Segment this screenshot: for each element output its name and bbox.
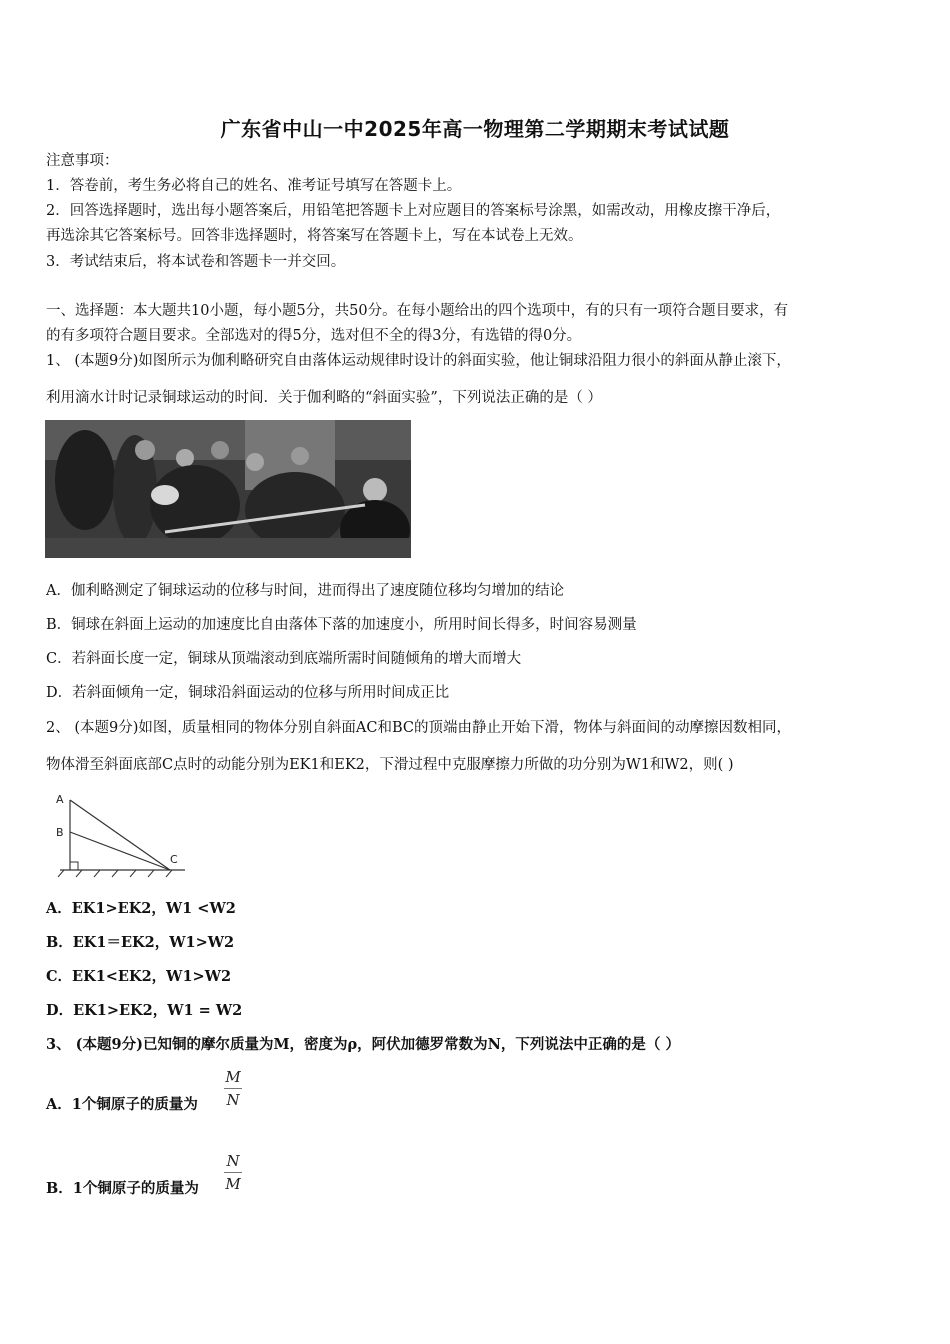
q2-option: D．EK1>EK2，W1 = W2 (46, 1002, 243, 1019)
q2-stem: 2、 (本题9分)如图，质量相同的物体分别自斜面AC和BC的顶端由静止开始下滑，物体与斜面间的动摩擦因数相同， (46, 720, 791, 736)
notice-item: 1．答卷前，考生务必将自己的姓名、准考证号填写在答题卡上。 (46, 178, 462, 194)
notice-heading: 注意事项： (46, 153, 119, 169)
q2-option: B．EK1＝EK2，W1>W2 (46, 934, 235, 951)
section-intro: 的有多项符合题目要求。全部选对的得5分，选对但不全的得3分，有选错的得0分。 (46, 328, 582, 344)
q3-stem: 3、 (本题9分)已知铜的摩尔质量为M，密度为ρ，阿伏加德罗常数为N，下列说法中正确的是（ ） (46, 1036, 680, 1053)
fraction-bar (224, 1172, 242, 1173)
label-B: B (56, 826, 64, 839)
q2-option: A．EK1>EK2，W1 <W2 (46, 900, 236, 917)
fraction (224, 1152, 242, 1193)
fraction-numerator: N (226, 1152, 240, 1170)
notice-item: 再选涂其它答案标号。回答非选择题时，将答案写在答题卡上，写在本试卷上无效。 (46, 228, 583, 244)
fraction-denominator: M (225, 1175, 241, 1193)
label-A: A (56, 793, 64, 806)
page-title: 广东省中山一中2025年高一物理第二学期期末考试试题 (220, 117, 730, 141)
notice-item: 2．回答选择题时，选出每小题答案后，用铅笔把答题卡上对应题目的答案标号涂黑，如需改动，用橡皮擦干净后， (46, 203, 781, 219)
q1-stem: 1、 (本题9分)如图所示为伽利略研究自由落体运动规律时设计的斜面实验，他让铜球沿阻力很小的斜面从静止滚下， (46, 353, 791, 369)
fraction-bar (224, 1088, 242, 1089)
galileo-experiment-photo (45, 420, 411, 558)
label-C: C (170, 853, 178, 866)
q2-option: C．EK1<EK2，W1>W2 (46, 968, 232, 985)
fraction-denominator: N (226, 1091, 240, 1109)
incline-diagram (50, 790, 200, 880)
section-intro: 一、选择题：本大题共10小题，每小题5分，共50分。在每小题给出的四个选项中，有的只有一项符合题目要求，有 (46, 303, 789, 319)
q1-option: A．伽利略测定了铜球运动的位移与时间，进而得出了速度随位移均匀增加的结论 (46, 583, 564, 599)
q1-option: B．铜球在斜面上运动的加速度比自由落体下落的加速度小，所用时间长得多，时间容易测量 (46, 617, 637, 633)
q1-option: C．若斜面长度一定，铜球从顶端滚动到底端所需时间随倾角的增大而增大 (46, 651, 522, 667)
q3-option: B．1个铜原子的质量为 (46, 1180, 199, 1197)
notice-item: 3．考试结束后，将本试卷和答题卡一并交回。 (46, 254, 346, 270)
q1-stem: 利用滴水计时记录铜球运动的时间．关于伽利略的“斜面实验”，下列说法正确的是（ ） (46, 390, 602, 406)
q2-stem: 物体滑至斜面底部C点时的动能分别为EK1和EK2，下滑过程中克服摩擦力所做的功分别为W1和W2，则( ) (46, 757, 734, 773)
q3-option: A．1个铜原子的质量为 (46, 1096, 198, 1113)
fraction (224, 1068, 242, 1109)
q1-option: D．若斜面倾角一定，铜球沿斜面运动的位移与所用时间成正比 (46, 685, 450, 701)
fraction-numerator: M (225, 1068, 241, 1086)
